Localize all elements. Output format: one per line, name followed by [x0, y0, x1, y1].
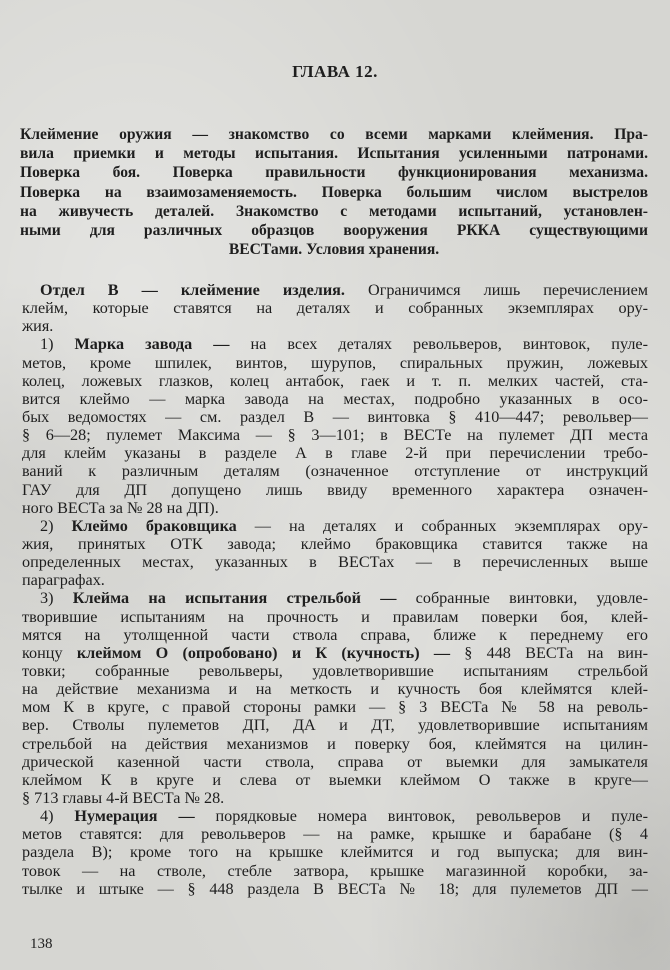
- chapter-body: [22, 281, 648, 898]
- summary-line: ными для различных образцов вооружения РККА существующими: [20, 221, 648, 239]
- text-line: [22, 481, 648, 499]
- text-line: [22, 807, 648, 825]
- text-span: параграфах.: [22, 571, 105, 590]
- text-span: тылке и штыке — § 448 раздела В ВЕСТа № 18; для пулеметов ДП —: [22, 879, 648, 898]
- text-span: дрической казенной части ствола, справа от выемки для замыкателя: [22, 752, 648, 771]
- text-span: 3): [40, 589, 73, 608]
- summary-line: ВЕСТами. Условия хранения.: [228, 241, 440, 259]
- text-line: [22, 662, 648, 680]
- paragraph: [22, 281, 648, 335]
- paragraph: [22, 589, 648, 807]
- text-span: Ограничимся лишь перечислением: [344, 281, 648, 299]
- text-line: [22, 571, 648, 589]
- text-span: ного ВЕСТа за № 28 на ДП).: [22, 498, 219, 517]
- text-span: для клейм указаны в разделе А в главе 2-й при перечислении требо-: [22, 444, 648, 463]
- text-span: мом К в круге, с правой стороны рамки — § 3 ВЕСТа № 58 на револь-: [22, 698, 648, 717]
- text-span: творившие испытаниям на прочность и правилам поверки боя, клей-: [22, 607, 648, 626]
- text-line: [22, 390, 648, 408]
- text-line: [22, 862, 648, 880]
- text-line: [22, 825, 648, 843]
- text-span: ваний к различным деталям (означенное отступление от инструкций: [22, 462, 648, 481]
- text-line: [22, 680, 648, 698]
- bold-term: Клейма на испытания стрельбой —: [72, 589, 397, 608]
- text-span: товки; собранные револьверы, удовлетворившие испытаниям стрельбой: [22, 661, 648, 680]
- text-span: клейм, которые ставятся на деталях и собранных экземплярах ору-: [22, 299, 648, 318]
- text-line: [22, 335, 648, 353]
- text-line: [22, 789, 648, 807]
- text-span: § 713 главы 4-й ВЕСТа № 28.: [22, 788, 225, 807]
- page-number: 138: [30, 936, 53, 952]
- text-line: [22, 553, 648, 571]
- text-span: на действие механизма и на меткость и кучность боя клеймятся клей-: [22, 680, 648, 699]
- text-line: [22, 626, 648, 644]
- text-line: [22, 499, 648, 517]
- bold-term: Отдел В — клеймение изделия.: [40, 281, 345, 299]
- text-span: определенных местах, указанных в ВЕСТах — в перечисленных выше: [22, 553, 648, 572]
- text-line: [22, 716, 648, 734]
- text-span: § 448 ВЕСТа на вин-: [450, 643, 649, 662]
- text-line: [22, 299, 648, 317]
- paragraph: [22, 335, 648, 516]
- text-span: раздела В); кроме того на крышке клеймится и год выпуска; для вин-: [22, 843, 648, 862]
- text-span: 4): [40, 807, 75, 826]
- text-span: вится клеймо — марка завода на местах, подробно указанных в осо-: [22, 389, 648, 408]
- text-line: [22, 843, 648, 861]
- text-span: колец, ложевых глазков, колец антабок, гаек и т. п. мелких частей, ста-: [22, 371, 648, 390]
- chapter-title: ГЛАВА 12.: [292, 62, 378, 81]
- bold-term: Марка завода —: [74, 335, 230, 354]
- paragraph: [22, 517, 648, 590]
- bold-term: Нумерация —: [74, 807, 195, 826]
- text-line: [22, 880, 648, 898]
- text-span: порядковые номера винтовок, револьверов и пуле-: [194, 807, 648, 826]
- text-line: [22, 317, 648, 335]
- text-span: 2): [40, 516, 72, 535]
- text-line: [22, 517, 648, 535]
- summary-line: Поверка боя. Поверка правильности функционирования механизма.: [20, 164, 648, 182]
- text-span: на всех деталях револьверов, винтовок, пуле-: [229, 335, 649, 354]
- text-span: метов ставятся: для револьверов — на рамке, крышке и барабане (§ 4: [22, 825, 648, 844]
- text-line: [22, 372, 648, 390]
- summary-line: на живучесть деталей. Знакомство с методами испытаний, установлен-: [20, 202, 648, 220]
- text-span: жия, принятых ОТК завода; клеймо браковщика ставится также на: [22, 534, 648, 553]
- summary-line: Поверка на взаимозаменяемость. Поверка большим числом выстрелов: [20, 183, 648, 201]
- text-span: стрельбой на действия механизмов и поверку боя, клеймятся на цилин-: [22, 734, 648, 753]
- text-span: бых ведомостях — см. раздел В — винтовка § 410—447; револьвер—: [22, 407, 648, 426]
- text-span: собранные винтовки, удовле-: [396, 589, 649, 608]
- text-line: [22, 735, 648, 753]
- paragraph: [22, 807, 648, 898]
- text-span: 1): [40, 335, 75, 354]
- text-line: [22, 698, 648, 716]
- text-span: ГАУ для ДП допущено лишь ввиду временного характера означен-: [22, 480, 648, 499]
- text-span: товок — на стволе, стебле затвора, крышке магазинной коробки, за-: [22, 861, 648, 880]
- text-line: [22, 771, 648, 789]
- text-line: [22, 462, 648, 480]
- text-line: [22, 644, 648, 662]
- text-span: метов, кроме шпилек, винтов, шурупов, спиральных пружин, ложевых: [22, 353, 648, 372]
- text-line: [22, 608, 648, 626]
- text-span: § 6—28; пулемет Максима — § 3—101; в ВЕСТе на пулемет ДП места: [22, 426, 648, 445]
- text-line: [22, 535, 648, 553]
- text-line: [22, 444, 648, 462]
- text-line: [22, 753, 648, 771]
- bold-term: Клеймо браковщика: [71, 516, 237, 535]
- text-span: концу: [22, 643, 77, 662]
- text-line: [22, 408, 648, 426]
- text-span: жия.: [22, 317, 54, 336]
- text-span: клеймом К в круге и слева от выемки клеймом О также в круге—: [22, 770, 648, 789]
- text-span: мятся на утолщенной части ствола справа, ближе к переднему его: [22, 625, 648, 644]
- bold-term: клеймом О (опробовано) и К (кучность) —: [76, 643, 451, 662]
- text-span: — на деталях и собранных экземплярах ору-: [236, 516, 648, 535]
- summary-line: Клеймение оружия — знакомство со всеми марками клеймения. Пра-: [20, 126, 648, 143]
- chapter-summary: [20, 125, 648, 259]
- text-line: [22, 426, 648, 444]
- text-line: [22, 589, 648, 607]
- text-line: [22, 354, 648, 372]
- text-line: [22, 281, 648, 299]
- text-span: вер. Стволы пулеметов ДП, ДА и ДТ, удовлетворившие испытаниям: [22, 716, 648, 735]
- summary-line: вила приемки и методы испытания. Испытания усиленными патронами.: [20, 145, 648, 163]
